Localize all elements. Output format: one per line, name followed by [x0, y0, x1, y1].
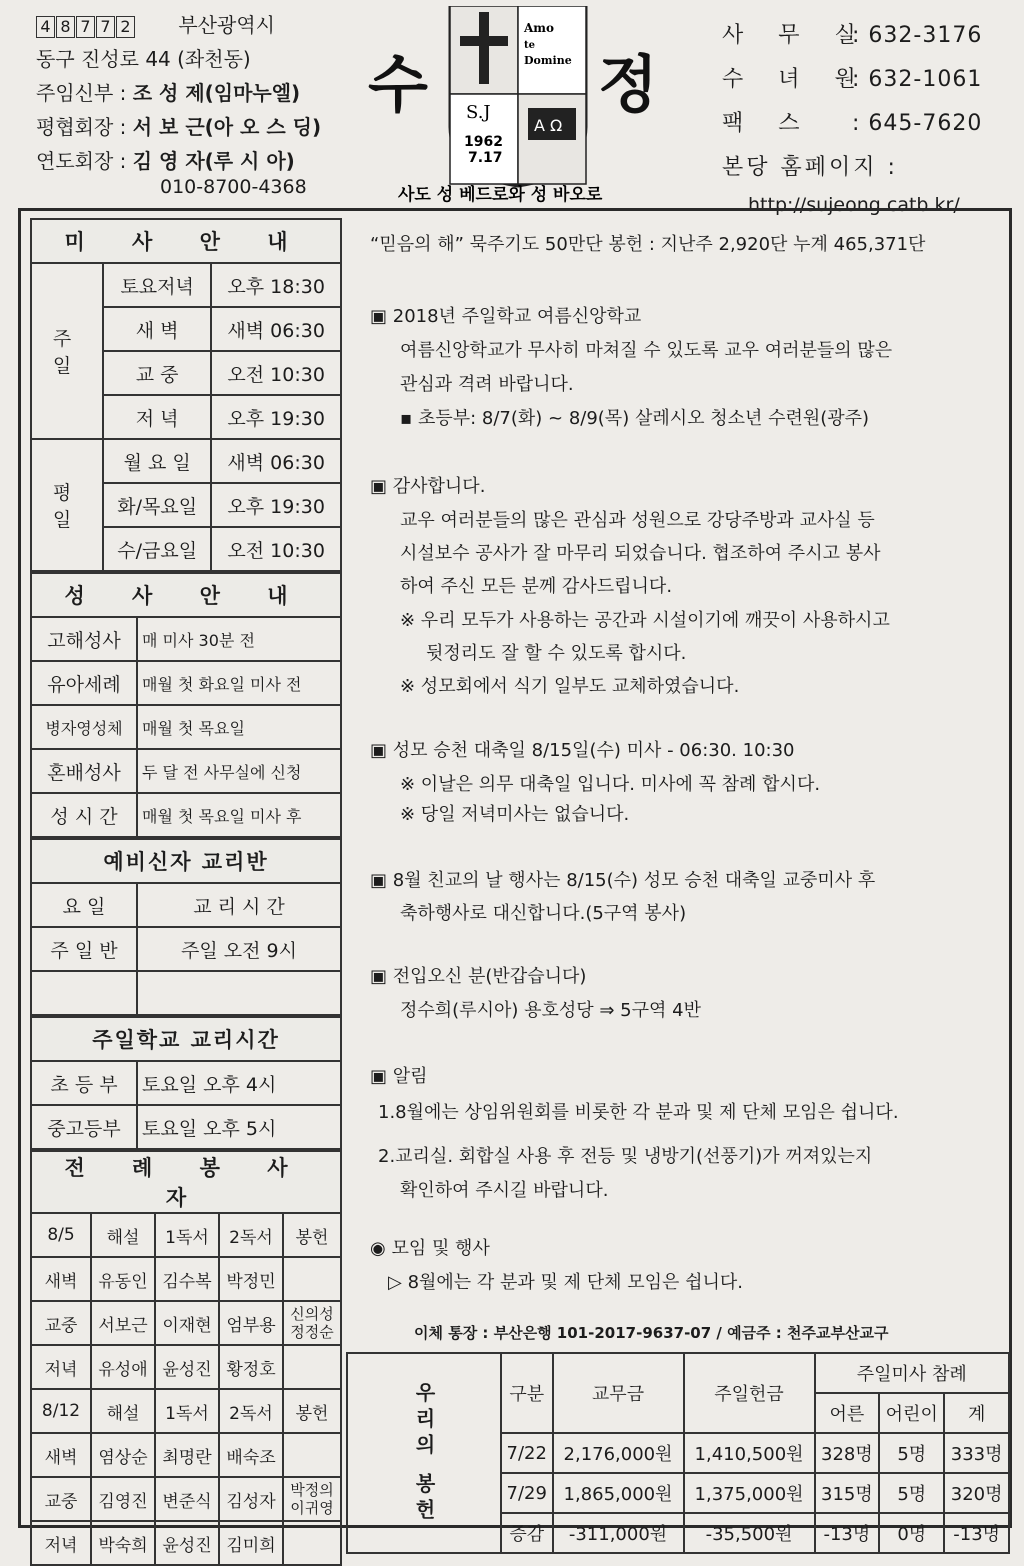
notice-title: 알림: [392, 1066, 428, 1087]
liturgy-head: 해설: [91, 1213, 155, 1257]
square-bullet-icon: ▣: [370, 1066, 388, 1087]
liturgy-mass: 새벽: [31, 1257, 91, 1301]
sacrament-desc: 매 미사 30분 전: [137, 617, 341, 661]
square-bullet-icon: ▣: [370, 740, 388, 761]
liturgy-person: 서보근: [91, 1301, 155, 1345]
notice-text: ※ 성모회에서 식기 일부도 교체하였습니다.: [400, 676, 740, 697]
shield-text-domine: Domine: [524, 54, 572, 67]
offering-head: 구분: [501, 1353, 553, 1433]
offering-cell: 328명: [815, 1433, 880, 1473]
offering-cell: 1,375,000원: [684, 1473, 815, 1513]
liturgy-table: [30, 1150, 342, 1566]
radio-bullet-icon: ◉: [370, 1238, 386, 1259]
liturgy-head: 해설: [91, 1389, 155, 1433]
homepage-link[interactable]: http://sujeong.catb.kr/: [748, 194, 960, 216]
mass-day: 월 요 일: [103, 439, 211, 483]
left-column: [30, 218, 342, 1566]
logo-char-left: 수: [368, 48, 428, 121]
offering-subhead: 어린이: [879, 1393, 944, 1433]
liturgy-mass: 교중: [31, 1477, 91, 1521]
notice-text: ※ 이날은 의무 대축일 입니다. 미사에 꼭 참례 합시다.: [400, 774, 821, 795]
office-phone: : 632-3176: [852, 23, 983, 48]
catechumen-day: [31, 971, 137, 1015]
liturgy-person: 김수복: [155, 1257, 219, 1301]
notice-text: 초등부: 8/7(화) ~ 8/9(목) 살레시오 청소년 수련원(광주): [417, 408, 870, 429]
liturgy-person: 윤성진: [155, 1521, 219, 1565]
notice-text: ▷ 8월에는 각 분과 및 제 단체 모임은 쉽니다.: [388, 1272, 743, 1293]
offering-head: 주일헌금: [684, 1353, 815, 1433]
liturgy-head: 2독서: [219, 1213, 283, 1257]
catechumen-title: 예비신자 교리반: [31, 839, 341, 883]
liturgy-person: 변준식: [155, 1477, 219, 1521]
city: 부산광역시: [178, 13, 275, 37]
offering-cell: 7/22: [501, 1433, 553, 1473]
small-bullet-icon: ▪: [400, 408, 413, 429]
liturgy-person: 박숙희: [91, 1521, 155, 1565]
liturgy-mass: 새벽: [31, 1433, 91, 1477]
parish-logo: [368, 6, 668, 206]
mass-day: 토요저녁: [103, 263, 211, 307]
convent-label: 수 녀 원: [722, 67, 870, 92]
contact-info: [722, 18, 1012, 238]
liturgy-person: 엄부용: [219, 1301, 283, 1345]
mass-day: 화/목요일: [103, 483, 211, 527]
notice-text: 뒷정리도 잘 할 수 있도록 합시다.: [426, 643, 687, 664]
mass-title: 미 사 안 내: [31, 219, 341, 263]
liturgy-person: 김미희: [219, 1521, 283, 1565]
liturgy-person: 배숙조: [219, 1433, 283, 1477]
shield-year: 1962: [464, 134, 503, 150]
mass-time: 오후 18:30: [211, 263, 341, 307]
liturgy-title: 전 례 봉 사 자: [31, 1151, 341, 1213]
bank-account: 이체 통장 : 부산은행 101-2017-9637-07 / 예금주 : 천주교부산교구: [414, 1324, 889, 1342]
offering-cell: 5명: [879, 1433, 944, 1473]
sunday-school-table: [30, 1016, 342, 1150]
cross-icon: [479, 12, 489, 84]
offering-cell: -13명: [815, 1513, 880, 1553]
square-bullet-icon: ▣: [370, 870, 388, 891]
legion-label: 연도회장 :: [36, 149, 127, 173]
liturgy-mass: 저녁: [31, 1521, 91, 1565]
liturgy-person: 신의성 정정순: [283, 1301, 341, 1345]
liturgy-mass: 저녁: [31, 1345, 91, 1389]
shield-text-amo: Amo: [524, 21, 555, 35]
sacrament-desc: 두 달 전 사무실에 신청: [137, 749, 341, 793]
offering-head: 주일미사 참례: [815, 1353, 1009, 1393]
liturgy-head: 1독서: [155, 1213, 219, 1257]
offering-head: 교무금: [553, 1353, 684, 1433]
offering-cell: 5명: [879, 1473, 944, 1513]
zip-digit: 7: [96, 16, 115, 38]
weekday-label: 평 일: [31, 439, 103, 571]
offering-cell: 315명: [815, 1473, 880, 1513]
mass-time: 오후 19:30: [211, 395, 341, 439]
mass-day: 교 중: [103, 351, 211, 395]
liturgy-person: 김영진: [91, 1477, 155, 1521]
sacrament-desc: 매월 첫 목요일 미사 후: [137, 793, 341, 837]
liturgy-head: 1독서: [155, 1389, 219, 1433]
offering-cell: 333명: [944, 1433, 1009, 1473]
sacrament-table: [30, 572, 342, 838]
mass-time: 오전 10:30: [211, 351, 341, 395]
notice-text: 2.교리실. 회합실 사용 후 전등 및 냉방기(선풍기)가 꺼져있는지: [378, 1146, 873, 1167]
sacrament-name: 유아세례: [31, 661, 137, 705]
liturgy-person: 김성자: [219, 1477, 283, 1521]
homepage-label: 본당 홈페이지 :: [722, 155, 898, 180]
liturgy-head: 2독서: [219, 1389, 283, 1433]
catechumen-time: [137, 971, 341, 1015]
legion-phone: 010-8700-4368: [160, 176, 307, 198]
catechumen-time: 주일 오전 9시: [137, 927, 341, 971]
notice-text: 여름신앙학교가 무사히 마쳐질 수 있도록 교우 여러분들의 많은: [400, 340, 893, 361]
mass-day: 저 녁: [103, 395, 211, 439]
school-time: 토요일 오후 4시: [137, 1061, 341, 1105]
liturgy-person: 유성애: [91, 1345, 155, 1389]
offering-cell: 320명: [944, 1473, 1009, 1513]
rosary-count: “믿음의 해” 묵주기도 50만단 봉헌 : 지난주 2,920단 누계 465,371단: [370, 234, 926, 255]
sunday-school-title: 주일학교 교리시간: [31, 1017, 341, 1061]
sacrament-name: 고해성사: [31, 617, 137, 661]
notice-text: ※ 우리 모두가 사용하는 공간과 시설이기에 깨끗이 사용하시고: [400, 610, 890, 631]
school-time: 토요일 오후 5시: [137, 1105, 341, 1149]
mass-time: 새벽 06:30: [211, 307, 341, 351]
offering-cell: 2,176,000원: [553, 1433, 684, 1473]
square-bullet-icon: ▣: [370, 306, 388, 327]
sacrament-desc: 매월 첫 목요일: [137, 705, 341, 749]
office-label: 사 무 실: [722, 23, 870, 48]
liturgy-mass: 교중: [31, 1301, 91, 1345]
liturgy-date: 8/5: [31, 1213, 91, 1257]
liturgy-head: 봉헌: [283, 1213, 341, 1257]
liturgy-person: [283, 1257, 341, 1301]
shield-text-te: te: [524, 40, 535, 51]
offering-section: [346, 1352, 1010, 1554]
mass-day: 수/금요일: [103, 527, 211, 571]
notice-text: 교우 여러분들의 많은 관심과 성원으로 강당주방과 교사실 등: [400, 510, 875, 531]
notice-title: 2018년 주일학교 여름신앙학교: [392, 306, 642, 327]
shield-sj: S.J: [466, 102, 491, 123]
liturgy-person: [283, 1433, 341, 1477]
council-label: 평협회장 :: [36, 115, 127, 139]
shield-alpha-omega: A Ω: [534, 116, 563, 135]
offering-cell: -311,000원: [553, 1513, 684, 1553]
council-name: 서 보 근(아 오 스 딩): [132, 115, 322, 139]
school-grade: 중고등부: [31, 1105, 137, 1149]
sacrament-name: 병자영성체: [31, 705, 137, 749]
liturgy-person: [283, 1345, 341, 1389]
catechumen-head-day: 요 일: [31, 883, 137, 927]
sacrament-name: 혼배성사: [31, 749, 137, 793]
liturgy-person: 최명란: [155, 1433, 219, 1477]
sacrament-desc: 매월 첫 화요일 미사 전: [137, 661, 341, 705]
zip-digit: 8: [56, 16, 75, 38]
pastor-label: 주임신부 :: [36, 81, 127, 105]
zip-digit: 4: [36, 16, 55, 38]
liturgy-head: 봉헌: [283, 1389, 341, 1433]
legion-name: 김 영 자(루 시 아): [132, 149, 295, 173]
convent-phone: : 632-1061: [852, 67, 983, 92]
offering-table: [346, 1352, 1010, 1554]
shield-date: 7.17: [468, 150, 503, 166]
zip-code: [36, 8, 136, 42]
offering-cell: -35,500원: [684, 1513, 815, 1553]
offering-side-label: 우리의 봉헌: [347, 1353, 501, 1553]
parish-info: [36, 8, 366, 178]
liturgy-person: [283, 1521, 341, 1565]
fax-number: : 645-7620: [852, 111, 983, 136]
notice-title: 성모 승천 대축일 8/15일(수) 미사 - 06:30. 10:30: [392, 740, 795, 761]
liturgy-person: 박정민: [219, 1257, 283, 1301]
notice-text: 축하행사로 대신합니다.(5구역 봉사): [400, 903, 687, 924]
offering-cell: 1,865,000원: [553, 1473, 684, 1513]
catechumen-table: [30, 838, 342, 1016]
zip-digit: 7: [76, 16, 95, 38]
catechumen-head-time: 교 리 시 간: [137, 883, 341, 927]
offering-cell: 1,410,500원: [684, 1433, 815, 1473]
offering-cell: 증감: [501, 1513, 553, 1553]
logo-subtitle: 사도 성 베드로와 성 바오로: [398, 185, 603, 205]
pastor-name: 조 성 제(임마누엘): [132, 81, 301, 105]
mass-table: [30, 218, 342, 572]
offering-cell: -13명: [944, 1513, 1009, 1553]
catechumen-day: 주 일 반: [31, 927, 137, 971]
offering-subhead: 어른: [815, 1393, 880, 1433]
mass-time: 오전 10:30: [211, 527, 341, 571]
school-grade: 초 등 부: [31, 1061, 137, 1105]
notice-title: 모임 및 행사: [391, 1238, 490, 1259]
notice-text: 8월 친교의 날 행사는 8/15(수) 성모 승천 대축일 교중미사 후: [392, 870, 876, 891]
notice-text: ※ 당일 저녁미사는 없습니다.: [400, 804, 630, 825]
notice-text: 관심과 격려 바랍니다.: [400, 374, 574, 395]
notice-text: 하여 주신 모든 분께 감사드립니다.: [400, 576, 673, 597]
notice-text: 시설보수 공사가 잘 마무리 되었습니다. 협조하여 주시고 봉사: [400, 543, 881, 564]
mass-time: 새벽 06:30: [211, 439, 341, 483]
mass-time: 오후 19:30: [211, 483, 341, 527]
address: 동구 진성로 44 (좌천동): [36, 47, 251, 71]
liturgy-person: 염상순: [91, 1433, 155, 1477]
offering-cell: 7/29: [501, 1473, 553, 1513]
liturgy-person: 이재현: [155, 1301, 219, 1345]
notice-title: 전입오신 분(반갑습니다): [392, 966, 587, 987]
fax-label: 팩 스: [722, 111, 814, 136]
notice-text: 확인하여 주시길 바랍니다.: [400, 1180, 609, 1201]
sacrament-name: 성 시 간: [31, 793, 137, 837]
square-bullet-icon: ▣: [370, 476, 388, 497]
notice-text: 정수희(루시아) 용호성당 ⇒ 5구역 4반: [400, 1000, 701, 1021]
notice-title: 감사합니다.: [392, 476, 486, 497]
offering-cell: 0명: [879, 1513, 944, 1553]
liturgy-person: 황정호: [219, 1345, 283, 1389]
sacrament-title: 성 사 안 내: [31, 573, 341, 617]
offering-subhead: 계: [944, 1393, 1009, 1433]
liturgy-person: 윤성진: [155, 1345, 219, 1389]
mass-day: 새 벽: [103, 307, 211, 351]
logo-char-right: 정: [598, 48, 658, 121]
zip-digit: 2: [116, 16, 135, 38]
sunday-label: 주 일: [31, 263, 103, 439]
liturgy-date: 8/12: [31, 1389, 91, 1433]
liturgy-person: 박정의 이귀영: [283, 1477, 341, 1521]
square-bullet-icon: ▣: [370, 966, 388, 987]
notice-text: 1.8월에는 상임위원회를 비롯한 각 분과 및 제 단체 모임은 쉽니다.: [378, 1102, 899, 1123]
liturgy-person: 유동인: [91, 1257, 155, 1301]
